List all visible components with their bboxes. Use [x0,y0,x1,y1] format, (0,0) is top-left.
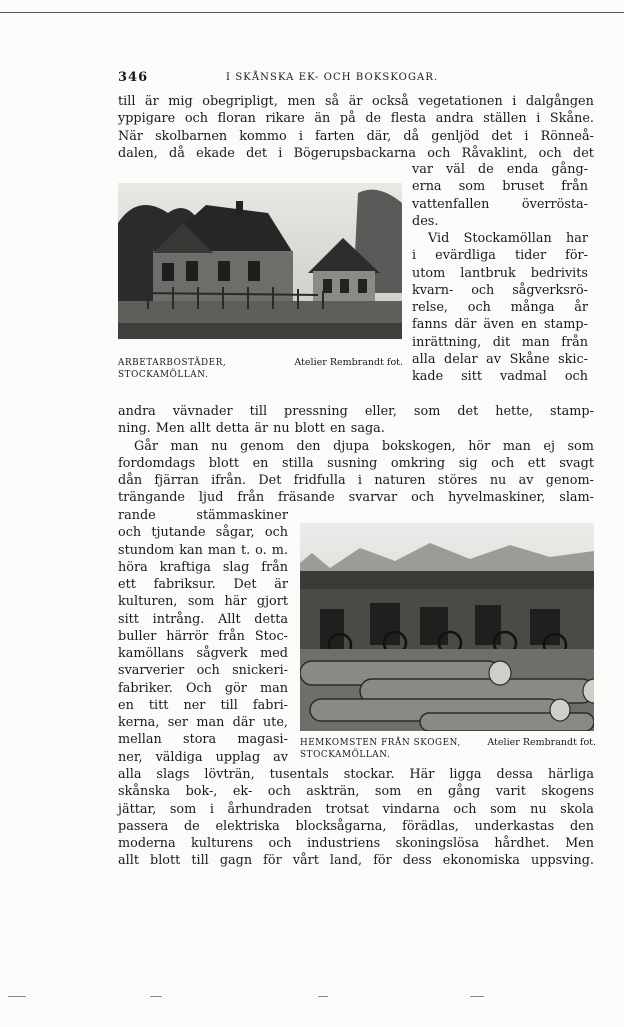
text-line: fordomdags blott en stilla susning omkring sig och ett svagt [118,455,594,471]
page-header [118,70,594,86]
text-line: allt blott till gagn för vårt land, för dess ekonomiska uppsving. [118,853,594,869]
text-line: yppigare och floran rikare än på de flesta andra ställen i Skåne. [118,111,594,127]
caption-worker-houses [118,357,403,381]
text-line: kulturen, som här gjort [118,594,288,610]
text-line: fanns där även en stamp- [412,317,588,333]
text-line: ning. Men allt detta är nu blott en saga. [118,421,385,437]
top-rule [0,12,624,13]
text-line: en titt ner till fabri- [118,697,288,713]
text-line: stundom kan man t. o. m. [118,542,288,558]
text-line: inrättning, dit man från [412,334,588,350]
paragraph-block-4 [118,507,288,766]
caption-logs-homecoming [300,737,596,761]
logs-illustration [300,523,594,731]
text-line: Går man nu genom den djupa bokskogen, hör man ej som [134,438,594,454]
text-line: buller härrör från Stoc- [118,628,288,644]
text-line: trängande ljud från fräsande svarvar och hyvelmaskiner, slam- [118,490,594,506]
text-line: ett fabriksur. Det är [118,577,288,592]
photo-worker-houses [118,183,402,339]
text-line: utom lantbruk bedrivits [412,265,588,281]
text-line: andra vävnader till pressning eller, som det hette, stamp- [118,404,594,419]
text-line: kamöllans sågverk med [118,646,288,661]
text-line: kerna, ser man där ute, [118,715,288,730]
text-line: Vid Stockamöllan har [428,231,588,246]
text-line: och tjutande sågar, och [118,525,288,541]
caption-credit: Atelier Rembrandt fot. [294,357,403,368]
caption-title: HEMKOMSTEN FRÅN SKOGEN, [300,738,461,748]
text-line: dalen, då ekade det i Bögerupsbackarna och Råvaklint, och det [118,145,594,161]
text-line: des. [412,213,439,229]
paragraph-block-1 [118,93,594,162]
text-line: i evärdliga tider för- [412,248,588,264]
paragraph-block-3 [118,403,594,507]
caption-credit: Atelier Rembrandt fot. [487,737,596,748]
text-line: kade sitt vadmal och [412,369,588,384]
page-number: 346 [118,70,149,85]
photo-logs-homecoming [300,523,594,731]
text-line: skånska bok-, ek- och askträn, som en gång varit skogens [118,784,594,800]
text-line: rande stämmaskiner [118,508,288,523]
text-line: passera de elektriska blocksågarna, förädlas, underkastas den [118,818,594,834]
text-line: alla delar av Skåne skic- [412,351,588,367]
running-title: I SKÅNSKA EK- OCH BOKSKOGAR. [226,72,439,83]
scan-artifact [318,996,328,997]
houses-illustration [118,183,402,339]
text-line: mellan stora magasi- [118,732,288,748]
text-line: erna som bruset från [412,179,588,195]
text-line: ner, väldiga upplag av [118,749,288,765]
text-line: till är mig obegripligt, men så är också vegetationen i dalgången [118,94,594,109]
caption-place: STOCKAMÖLLAN. [300,750,391,760]
text-line: svarverier och snickeri- [118,663,288,679]
text-line: moderna kulturens och industriens skoningslösa hårdhet. Men [118,836,594,851]
text-line: var väl de enda gång- [412,162,588,177]
text-line: dån fjärran ifrån. Det fridfulla i naturen störes nu av genom- [118,473,594,488]
scan-artifact [470,996,484,997]
caption-title: ARBETARBOSTÄDER, [118,358,227,368]
text-line: vattenfallen överrösta- [412,196,588,212]
text-line: sitt intrång. Allt detta [118,611,288,627]
scan-artifact [8,996,26,997]
text-line: alla slags lövträn, tusentals stockar. Här ligga dessa härliga [118,767,594,782]
text-line: fabriker. Och gör man [118,680,288,696]
paragraph-block-5 [118,766,594,870]
caption-place: STOCKAMÖLLAN. [118,370,209,380]
paragraph-block-2 [412,161,588,385]
text-line: kvarn- och sågverksrö- [412,282,588,298]
scan-artifact [150,996,162,997]
text-line: jättar, som i århundraden trotsat vindarna och som nu skola [118,801,594,817]
text-line: När skolbarnen kommo i farten där, då genljöd det i Rönneå- [118,128,594,144]
text-line: relse, och många år [412,300,588,315]
text-line: höra kraftiga slag från [118,559,288,575]
